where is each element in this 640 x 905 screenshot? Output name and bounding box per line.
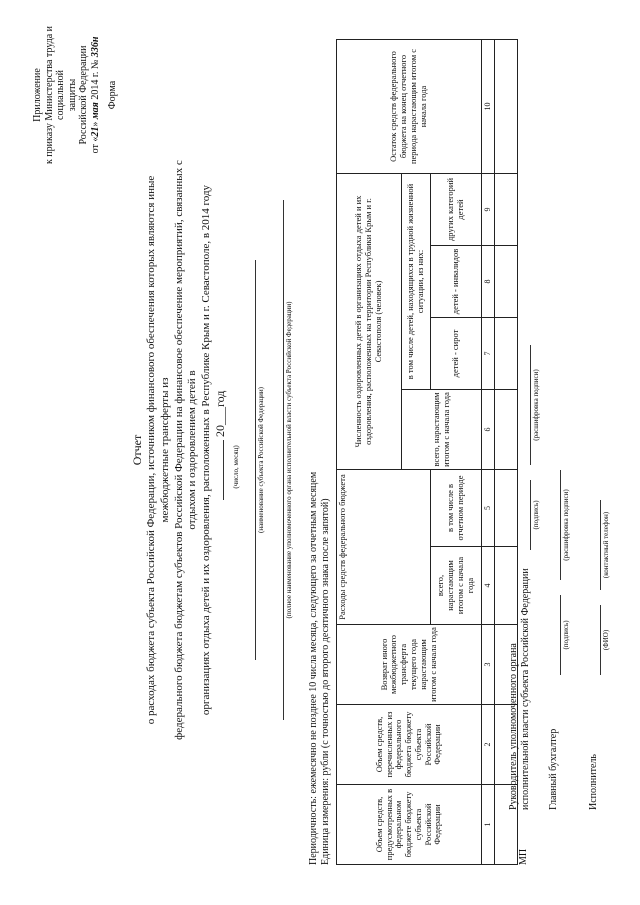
form-label: Форма bbox=[107, 80, 118, 110]
col-number: 6 bbox=[482, 389, 495, 469]
periodicity-text: Периодичность: ежемесячно не позднее 10 числа месяца, следующего за отчетным месяцем bbox=[308, 471, 319, 865]
date-prefix: от « bbox=[89, 136, 101, 154]
period-year: 20___год bbox=[213, 390, 227, 437]
head-title-line2: исполнительной власти субъекта Российской Федерации bbox=[520, 568, 531, 810]
col-number: 3 bbox=[482, 625, 495, 705]
order-line: к приказу Министерства труда и социальной bbox=[43, 25, 66, 165]
executor-phone-line bbox=[600, 500, 601, 590]
difficult-group-header: в том числе детей, находящихся в трудной жизненной ситуации, из них: bbox=[402, 173, 431, 389]
col-number: 10 bbox=[482, 39, 495, 173]
col3-header: Возврат иного межбюджетного трансферта текущего года нарастающим итогом с начала года bbox=[337, 625, 482, 705]
period-caption: (число, месяц) bbox=[232, 445, 240, 489]
head-decoding-caption: (расшифровка подписи) bbox=[532, 369, 540, 441]
report-title-block bbox=[130, 145, 214, 755]
col1-header: Объем средств, предусмотренных в федеральном бюджете бюджету субъекта Российской Федерации bbox=[337, 785, 482, 865]
col9-header: других категорий детей bbox=[431, 173, 482, 245]
report-table bbox=[336, 39, 518, 865]
col6-header: всего, нарастающим итогом с начала года bbox=[402, 389, 482, 469]
authority-name-line bbox=[283, 200, 284, 720]
protection-line: защиты bbox=[66, 78, 78, 112]
data-cell[interactable] bbox=[495, 39, 518, 173]
subject-caption: (наименование субъекта Российской Федерации) bbox=[257, 387, 265, 533]
col2-header: Объем средств, перечисленных из федерального бюджета бюджету субъекта Российской Федерации bbox=[337, 705, 482, 785]
head-signature-line bbox=[530, 480, 531, 550]
accountant-decoding-caption: (расшифровка подписи) bbox=[562, 489, 570, 561]
accountant-signature-line bbox=[560, 595, 561, 675]
accountant-decoding-line bbox=[560, 470, 561, 580]
data-cell[interactable] bbox=[495, 245, 518, 317]
authority-caption: (полное наименование уполномоченного органа исполнительной власти субъекта Российской Федерации) bbox=[285, 301, 293, 619]
col-number: 4 bbox=[482, 547, 495, 625]
children-group-header: Численность оздоровленных детей в организациях отдыха детей и их оздоровления, расположенных на территории Республики Крым и г. Севастополя (человек) bbox=[337, 173, 402, 469]
appendix-header bbox=[32, 10, 119, 180]
col-number: 2 bbox=[482, 705, 495, 785]
mp-stamp-label: МП bbox=[518, 848, 529, 865]
data-cell[interactable] bbox=[495, 317, 518, 389]
date-year: 2014 г. № bbox=[89, 59, 101, 100]
handwritten-day: 21 bbox=[89, 126, 101, 137]
col10-header: Остаток средств федерального бюджета на конец отчетного периода нарастающим итогом с начала года bbox=[337, 39, 482, 173]
federation-line: Российской Федерации bbox=[78, 45, 89, 145]
accountant-signature-caption: (подпись) bbox=[562, 620, 570, 650]
col-number: 8 bbox=[482, 245, 495, 317]
col7-header: детей - сирот bbox=[431, 317, 482, 389]
period-underline bbox=[223, 440, 224, 500]
executor-label: Исполнитель bbox=[588, 754, 599, 810]
date-quote: » bbox=[89, 121, 101, 127]
subject-name-line bbox=[255, 260, 256, 660]
head-title-line1: Руководитель уполномоченного органа bbox=[508, 643, 519, 810]
data-cell[interactable] bbox=[495, 389, 518, 469]
appendix-label: Приложение bbox=[32, 68, 43, 122]
handwritten-month: мая bbox=[89, 102, 101, 120]
column-numbers-row bbox=[482, 39, 495, 864]
col4-header: всего, нарастающим итогом с начала года bbox=[431, 547, 482, 625]
col5-header: в том числе в отчетном периоде bbox=[431, 469, 482, 546]
col-number: 7 bbox=[482, 317, 495, 389]
report-title-line1: о расходах бюджета субъекта Российской Федерации, источником финансового обеспечения которых являются иные межбюджетные трансферты из bbox=[145, 175, 171, 725]
data-cell[interactable] bbox=[495, 469, 518, 546]
handwritten-number: 336н bbox=[89, 36, 101, 58]
report-period-line bbox=[213, 370, 228, 500]
head-decoding-line bbox=[530, 345, 531, 465]
order-date bbox=[90, 10, 102, 180]
unit-text: Единица измерения: рубли (с точностью до второго десятичного знака после запятой) bbox=[320, 498, 331, 865]
report-title-word: Отчет bbox=[130, 434, 144, 466]
data-cell[interactable] bbox=[495, 173, 518, 245]
col-number: 1 bbox=[482, 785, 495, 865]
executor-fio-caption: (ФИО) bbox=[602, 629, 610, 651]
executor-fio-line bbox=[600, 605, 601, 675]
accountant-label: Главный бухгалтер bbox=[548, 728, 559, 810]
report-title-line2: федерального бюджета бюджетам субъектов Российской Федерации на финансовое обеспечение мероприятий, связанных с отдыхом и оздоровлением детей в bbox=[172, 160, 199, 740]
col8-header: детей - инвалидов bbox=[431, 245, 482, 317]
report-title-line3: организациях отдыха детей и их оздоровления, расположенных в Республике Крым и г. Севастополе, в 2014 году bbox=[200, 184, 212, 716]
col-number: 5 bbox=[482, 469, 495, 546]
executor-phone-caption: (контактный телефон) bbox=[602, 511, 610, 579]
expenses-group-header: Расходы средств федерального бюджета bbox=[337, 469, 431, 624]
head-signature-caption: (подпись) bbox=[532, 500, 540, 530]
col-number: 9 bbox=[482, 173, 495, 245]
